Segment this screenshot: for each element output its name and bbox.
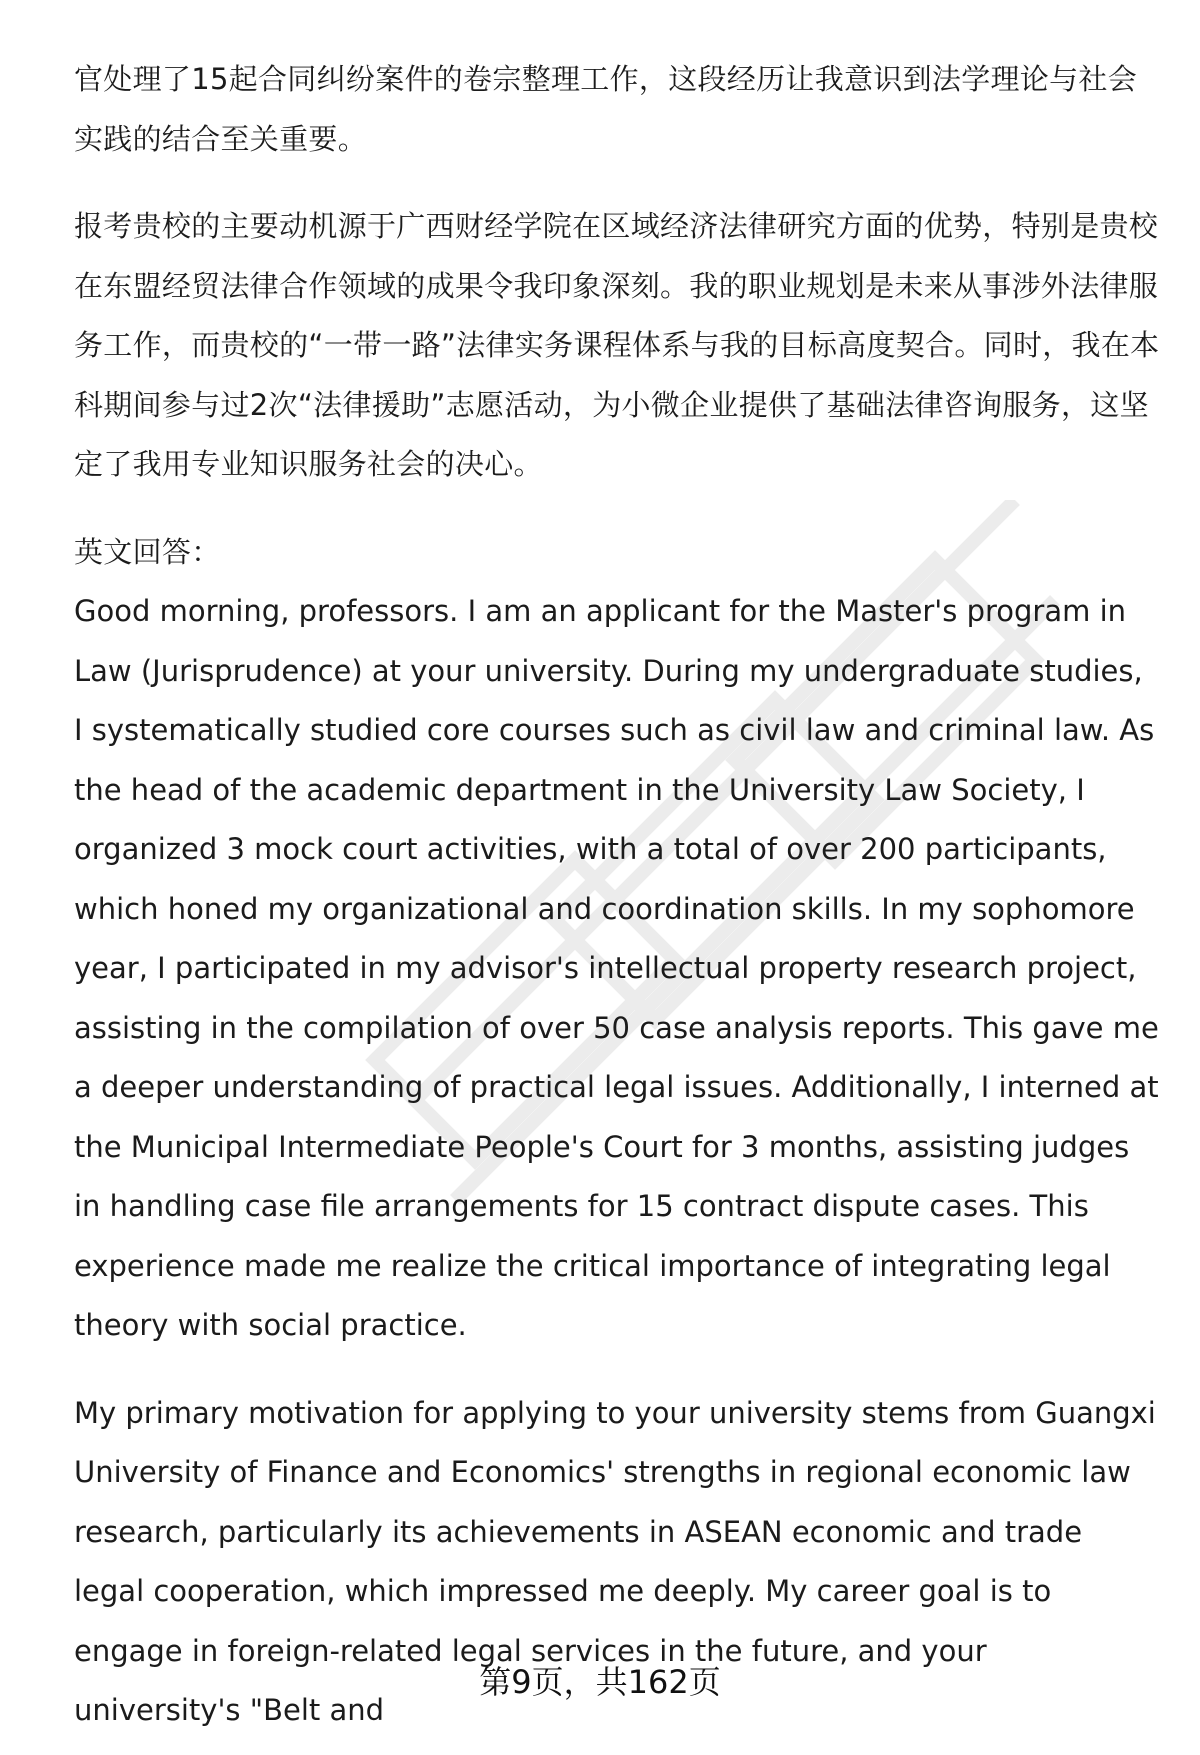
chinese-paragraph-1: 官处理了15起合同纠纷案件的卷宗整理工作，这段经历让我意识到法学理论与社会实践的结合至关重要。 — [74, 62, 1138, 156]
english-paragraph-2: My primary motivation for applying to your university stems from Guangxi University of Finance and Economics' strengths in regional economic law research, particularly its achievements in ASEAN economic and trade legal cooperation, which impressed me deeply. My career goal is to engage in foreign-related legal services in the future, and your university's "Belt and — [74, 1395, 1156, 1727]
english-paragraph-1: Good morning, professors. I am an applicant for the Master's program in Law (Jurisprudence) at your university. During my undergraduate studies, I systematically studied core courses such as civil law and criminal law. As the head of the academic department in the University Law Society, I organized 3 mock court activities, with a total of over 200 participants, which honed my organizational and coordination skills. In my sophomore year, I participated in my advisor's intellectual property research project, assisting in the compilation of over 50 case analysis reports. This gave me a deeper understanding of practical legal issues. Additionally, I interned at the Municipal Intermediate People's Court for 3 months, assisting judges in handling case file arrangements for 15 contract dispute cases. This experience made me realize the critical importance of integrating legal theory with social practice. — [74, 594, 1159, 1342]
document-body — [74, 50, 1160, 1741]
page-number-footer: 第9页，共162页 — [479, 1663, 721, 1701]
english-answer-label: 英文回答： — [74, 534, 221, 569]
chinese-paragraph-2: 报考贵校的主要动机源于广西财经学院在区域经济法律研究方面的优势，特别是贵校在东盟经贸法律合作领域的成果令我印象深刻。我的职业规划是未来从事涉外法律服务工作，而贵校的“一带一路”法律实务课程体系与我的目标高度契合。同时，我在本科期间参与过2次“法律援助”志愿活动，为小微企业提供了基础法律咨询服务，这坚定了我用专业知识服务社会的决心。 — [74, 209, 1160, 481]
